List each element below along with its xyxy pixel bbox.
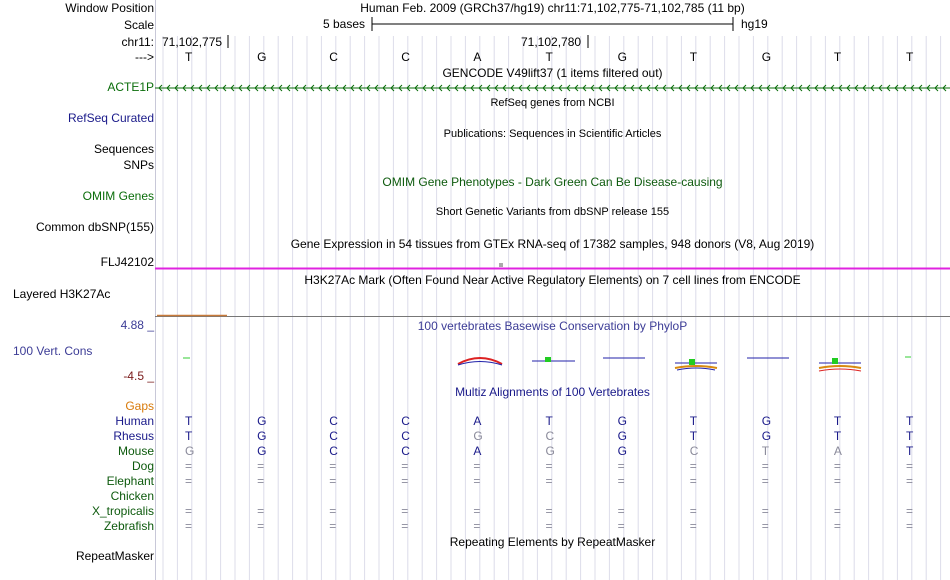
species-label[interactable]: Human <box>115 414 154 428</box>
gencode-gene-feature <box>155 85 950 91</box>
aligned-base: = <box>833 474 841 488</box>
aligned-base: = <box>617 459 625 473</box>
species-label[interactable]: Chicken <box>110 489 154 503</box>
aligned-base: = <box>473 504 481 518</box>
aligned-base: C <box>329 444 338 458</box>
aligned-base: = <box>473 474 481 488</box>
dbsnp-track-label[interactable]: Common dbSNP(155) <box>35 220 154 234</box>
aligned-base: = <box>257 519 265 533</box>
aligned-base: = <box>401 519 409 533</box>
aligned-base: A <box>473 444 482 458</box>
aligned-base: = <box>185 459 193 473</box>
aligned-base: C <box>401 414 410 428</box>
aligned-base: = <box>473 459 481 473</box>
aligned-base: = <box>906 474 914 488</box>
scale-text: 5 bases <box>323 17 366 31</box>
aligned-base: T <box>185 414 193 428</box>
aligned-base: = <box>401 504 409 518</box>
reference-base: G <box>761 50 772 64</box>
species-label[interactable]: Elephant <box>106 474 154 488</box>
reference-base: G <box>617 50 627 64</box>
gtex-marker <box>499 263 503 267</box>
aligned-base: C <box>401 429 410 443</box>
reference-base: C <box>401 50 410 64</box>
window-position-label: Window Position <box>65 1 154 15</box>
gaps-label[interactable]: Gaps <box>125 399 154 413</box>
aligned-base: = <box>617 474 625 488</box>
aligned-base: C <box>689 444 699 458</box>
aligned-base: G <box>257 429 267 443</box>
reference-base: G <box>257 50 267 64</box>
aligned-base: = <box>689 504 697 518</box>
aligned-base: T <box>185 429 193 443</box>
aligned-base: C <box>329 414 338 428</box>
aligned-base: = <box>329 504 337 518</box>
gtex-track-label[interactable]: FLJ42102 <box>100 255 154 269</box>
aligned-base: = <box>329 459 337 473</box>
reference-base: T <box>185 50 193 64</box>
phylop-track-title[interactable]: 100 vertebrates Basewise Conservation by PhyloP <box>417 319 688 333</box>
aligned-base: = <box>185 519 193 533</box>
aligned-base: = <box>617 519 625 533</box>
gtex-track-title[interactable]: Gene Expression in 54 tissues from GTEx RNA-seq of 17382 samples, 948 donors (V8, Aug 2019) <box>290 237 815 251</box>
aligned-base: = <box>329 519 337 533</box>
repeatmasker-track-label[interactable]: RepeatMasker <box>75 549 154 563</box>
aligned-base: = <box>833 504 841 518</box>
refseq-track-label[interactable]: RefSeq Curated <box>67 111 154 125</box>
aligned-base: = <box>545 474 553 488</box>
aligned-base: G <box>761 414 772 428</box>
aligned-base: = <box>761 504 769 518</box>
aligned-base: = <box>329 474 337 488</box>
aligned-base: = <box>401 474 409 488</box>
aligned-base: G <box>257 414 267 428</box>
refseq-track-title[interactable]: RefSeq genes from NCBI <box>490 97 615 109</box>
aligned-base: = <box>761 519 769 533</box>
aligned-base: = <box>185 504 193 518</box>
aligned-base: T <box>906 429 914 443</box>
aligned-base: = <box>761 474 769 488</box>
species-label[interactable]: Mouse <box>117 444 154 458</box>
reference-base: T <box>906 50 914 64</box>
reference-base: C <box>329 50 338 64</box>
dbsnp-track-title[interactable]: Short Genetic Variants from dbSNP release 155 <box>435 206 670 218</box>
aligned-base: T <box>689 414 698 428</box>
aligned-base: = <box>906 504 914 518</box>
reference-base: T <box>833 50 842 64</box>
aligned-base: = <box>545 519 553 533</box>
reference-base: T <box>545 50 553 64</box>
aligned-base: T <box>906 414 914 428</box>
aligned-base: = <box>257 474 265 488</box>
aligned-base: C <box>401 444 410 458</box>
aligned-base: = <box>833 519 841 533</box>
aligned-base: = <box>257 459 265 473</box>
aligned-base: G <box>617 429 627 443</box>
aligned-base: = <box>689 459 697 473</box>
aligned-base: T <box>906 444 914 458</box>
aligned-base: C <box>329 429 338 443</box>
aligned-base: = <box>257 504 265 518</box>
aligned-base: = <box>545 504 553 518</box>
aligned-base: = <box>473 519 481 533</box>
aligned-base: = <box>833 459 841 473</box>
species-label[interactable]: Dog <box>131 459 154 473</box>
aligned-base: T <box>761 444 770 458</box>
phylop-min: -4.5 _ <box>123 369 154 383</box>
aligned-base: T <box>833 429 842 443</box>
publications-track-title[interactable]: Publications: Sequences in Scientific Articles <box>443 128 662 140</box>
strand-label: ---> <box>135 50 154 64</box>
aligned-base: T <box>545 414 553 428</box>
aligned-base: = <box>185 474 193 488</box>
aligned-base: = <box>689 519 697 533</box>
chrom-label: chr11: <box>121 35 154 49</box>
phylop-max: 4.88 _ <box>120 318 154 332</box>
h3k27ac-track-label[interactable]: Layered H3K27Ac <box>13 287 111 301</box>
aligned-base: G <box>185 444 195 458</box>
species-label[interactable]: X_tropicalis <box>91 504 154 518</box>
track-image-panel[interactable] <box>155 0 950 580</box>
species-label[interactable]: Zebrafish <box>103 519 154 533</box>
reference-base: T <box>689 50 698 64</box>
aligned-base: T <box>833 414 842 428</box>
aligned-base: = <box>761 459 769 473</box>
base-grid-lines <box>163 36 941 580</box>
coord-mid: 71,102,780 <box>521 35 582 49</box>
aligned-base: = <box>906 459 914 473</box>
aligned-base: = <box>545 459 553 473</box>
aligned-base: = <box>617 504 625 518</box>
aligned-base: T <box>689 429 698 443</box>
aligned-base: G <box>617 444 627 458</box>
aligned-base: G <box>473 429 483 443</box>
aligned-base: A <box>833 444 842 458</box>
publications-track-label-2[interactable]: SNPs <box>123 158 154 172</box>
repeatmasker-track-title[interactable]: Repeating Elements by RepeatMasker <box>449 535 656 549</box>
gencode-track-label[interactable]: ACTE1P <box>107 80 154 94</box>
aligned-base: G <box>761 429 772 443</box>
aligned-base: C <box>545 429 555 443</box>
aligned-base: G <box>617 414 627 428</box>
h3k27ac-track-title[interactable]: H3K27Ac Mark (Often Found Near Active Regulatory Elements) on 7 cell lines from ENCODE <box>304 273 801 287</box>
species-label[interactable]: Rhesus <box>113 429 154 443</box>
aligned-base: G <box>257 444 267 458</box>
scale-label: Scale <box>123 18 154 32</box>
scale-bar <box>372 17 733 31</box>
phylop-track-label[interactable]: 100 Vert. Cons <box>13 344 93 358</box>
aligned-base: A <box>473 414 482 428</box>
aligned-base: = <box>401 459 409 473</box>
aligned-base: = <box>906 519 914 533</box>
scale-assembly: hg19 <box>741 17 768 31</box>
omim-track-label[interactable]: OMIM Genes <box>82 189 154 203</box>
window-position-text: Human Feb. 2009 (GRCh37/hg19) chr11:71,102,775-71,102,785 (11 bp) <box>360 1 745 15</box>
publications-track-label-1[interactable]: Sequences <box>93 142 154 156</box>
aligned-base: = <box>689 474 697 488</box>
gencode-track-title[interactable]: GENCODE V49lift37 (1 items filtered out) <box>442 66 663 80</box>
aligned-base: G <box>545 444 555 458</box>
reference-base: A <box>473 50 482 64</box>
coord-left: 71,102,775 <box>162 35 223 49</box>
omim-track-title[interactable]: OMIM Gene Phenotypes - Dark Green Can Be Disease-causing <box>382 175 723 189</box>
multiz-track-title[interactable]: Multiz Alignments of 100 Vertebrates <box>455 385 650 399</box>
